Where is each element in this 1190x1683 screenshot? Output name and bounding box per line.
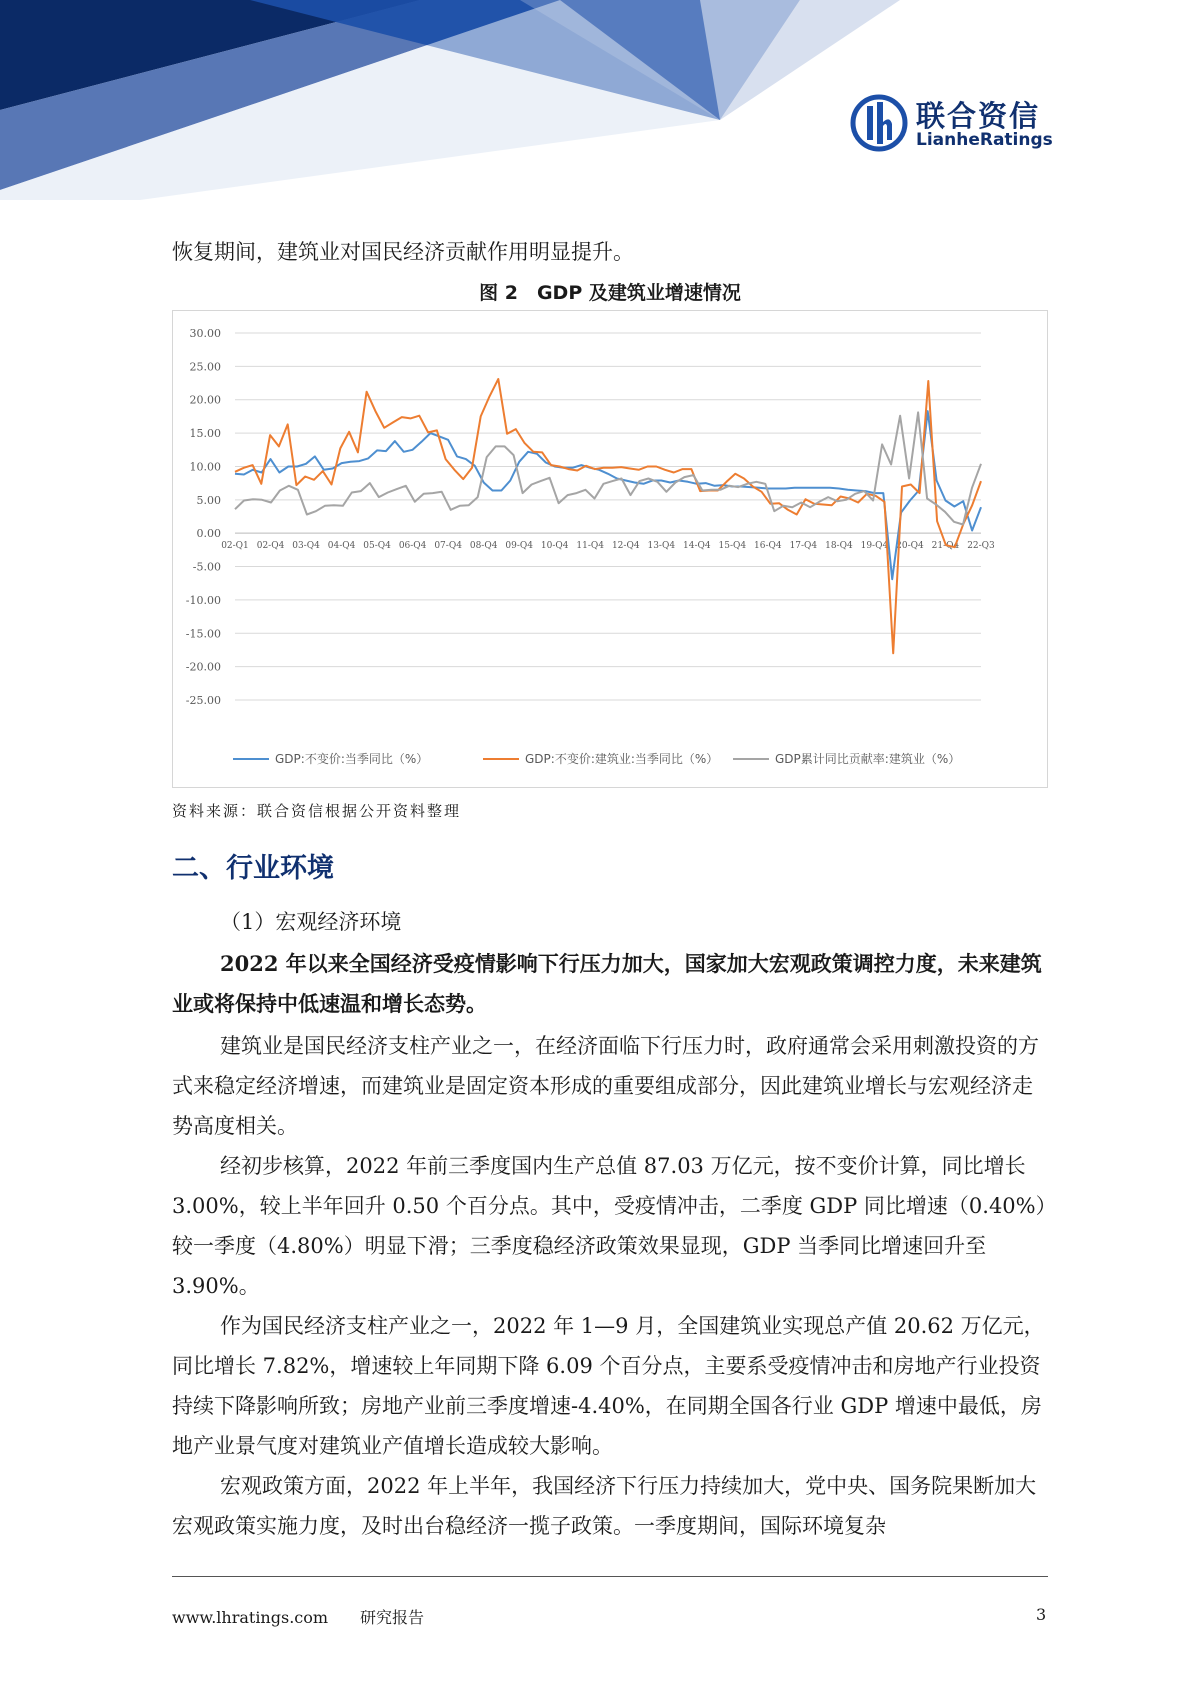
y-tick-label: 25.00 [189,360,221,374]
paragraph-3: 作为国民经济支柱产业之一，2022 年 1—9 月，全国建筑业实现总产值 20.62 万亿元，同比增长 7.82%，增速较上年同期下降 6.09 个百分点，主要系受疫情冲击和房地产行业投资持续下降影响所致；房地产业前三季度增速-4.40%，在同期全国各行业 GDP 增速中最低，房地产业景气度对建筑业产值增长造成较大影响。 [172,1314,1045,1458]
x-tick-label: 22-Q3 [967,541,995,552]
y-tick-label: -5.00 [192,560,221,574]
y-tick-label: 20.00 [189,393,221,407]
figure-title: 图 2 GDP 及建筑业增速情况 [479,282,741,304]
x-tick-label: 02-Q1 [221,541,249,552]
x-tick-label: 13-Q4 [647,541,676,552]
x-tick-label: 18-Q4 [825,541,853,552]
y-tick-label: 15.00 [189,427,221,441]
y-tick-label: -10.00 [185,593,221,607]
x-tick-label: 10-Q4 [540,541,569,552]
chart-canvas [173,311,1047,787]
x-tick-label: 11-Q4 [576,541,605,552]
y-tick-label: 10.00 [189,460,221,474]
y-tick-label: -25.00 [185,694,221,707]
x-tick-label: 14-Q4 [683,541,711,552]
lianhe-logo [850,92,1060,152]
logo-chinese-name: 联合资信 [916,99,1041,133]
paragraph-2: 经初步核算，2022 年前三季度国内生产总值 87.03 万亿元，按不变价计算，同比增长 3.00%，较上半年回升 0.50 个百分点。其中，受疫情冲击，二季度 GDP 同比增速（0.40%）较一季度（4.80%）明显下滑；三季度稳经济政策效果显现，GDP 当季同比增速回升至 3.90%。 [172,1154,1047,1298]
x-tick-label: 16-Q4 [754,541,782,552]
paragraph-1: 建筑业是国民经济支柱产业之一，在经济面临下行压力时，政府通常会采用刺激投资的方式来稳定经济增速，而建筑业是固定资本形成的重要组成部分，因此建筑业增长与宏观经济走势高度相关。 [172,1034,1039,1138]
x-tick-label: 07-Q4 [434,541,462,552]
x-tick-label: 02-Q4 [256,541,285,552]
x-tick-label: 15-Q4 [718,541,747,552]
x-tick-label: 19-Q4 [860,541,889,552]
figure-source: 资料来源：联合资信根据公开资料整理 [172,802,462,820]
x-tick-label: 20-Q4 [896,541,924,552]
x-tick-label: 03-Q4 [292,541,320,552]
gdp-construction-chart [172,310,1048,788]
section-title: 二、行业环境 [172,853,334,884]
y-tick-label: 5.00 [196,493,221,507]
subsection-title: （1）宏观经济环境 [220,910,402,934]
intro-paragraph: 恢复期间，建筑业对国民经济贡献作用明显提升。 [172,240,634,264]
bold-lead-paragraph: 2022 年以来全国经济受疫情影响下行压力加大，国家加大宏观政策调控力度，未来建筑业或将保持中低速温和增长态势。 [172,951,1042,1016]
x-tick-label: 12-Q4 [611,541,640,552]
y-tick-label: -15.00 [185,627,221,641]
x-tick-label: 06-Q4 [398,541,427,552]
x-tick-label: 08-Q4 [469,541,498,552]
y-tick-label: 30.00 [189,327,221,340]
series-line-2 [235,379,981,653]
x-tick-label: 17-Q4 [789,541,818,552]
logo-english-name: LianheRatings [916,130,1053,150]
x-tick-label: 21-Q4 [931,541,960,552]
footer-divider [172,1576,1048,1577]
page-number: 3 [1036,1605,1047,1624]
x-tick-label: 04-Q4 [327,541,356,552]
y-tick-label: 0.00 [196,527,221,541]
x-tick-label: 09-Q4 [505,541,533,552]
lianhe-logo-icon [850,94,908,152]
x-tick-label: 05-Q4 [363,541,391,552]
y-tick-label: -20.00 [185,660,221,674]
legend-label-1: GDP:不变价:当季同比（%） [275,752,429,766]
legend-label-2: GDP:不变价:建筑业:当季同比（%） [525,752,719,766]
paragraph-4: 宏观政策方面，2022 年上半年，我国经济下行压力持续加大，党中央、国务院果断加大宏观政策实施力度，及时出台稳经济一揽子政策。一季度期间，国际环境复杂 [172,1474,1037,1538]
legend-label-3: GDP累计同比贡献率:建筑业（%） [775,752,961,766]
footer-website: www.lhratings.com 研究报告 [172,1608,425,1627]
